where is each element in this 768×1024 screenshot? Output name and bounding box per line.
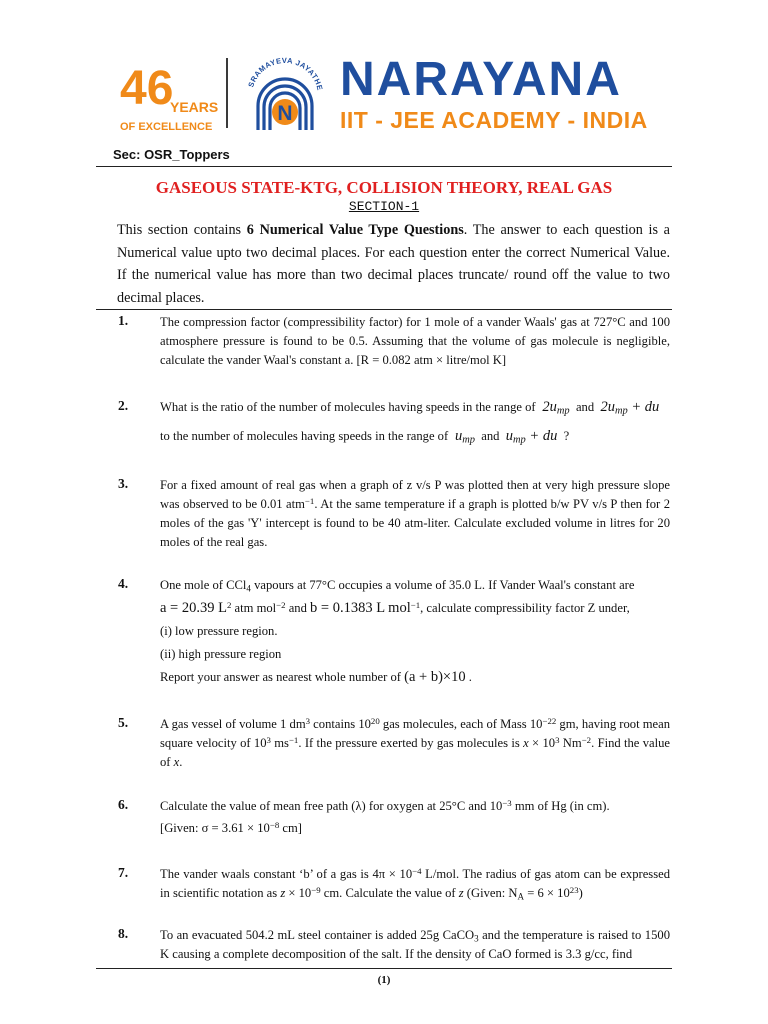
- svg-text:OF EXCELLENCE: OF EXCELLENCE: [120, 121, 213, 132]
- svg-text:SRAMAYEVA JAYATHE: SRAMAYEVA JAYATHE: [246, 55, 325, 92]
- question-4-line-5: Report your answer as nearest whole number of (a + b)×10 .: [160, 669, 472, 685]
- header-rule: [96, 166, 672, 167]
- question-8-text: To an evacuated 504.2 mL steel container is added 25g CaCO$_3$ and the temperature is raised to 1500 K causing a complete decomposition of the salt. If the density of CaO formed is 3.3 g/cc, find: [160, 928, 670, 961]
- question-5-text: A gas vessel of volume 1 $dm^3$ contains $10^{20}$ gas molecules, each of Mass $10^{-22}$ gm, having root mean square velocity of $10^3$ $ms^{-1}$. If the pressure exerted by gas molecules is $x \times 10^3$ $Nm^{-2}$. Find the value of x.: [160, 716, 671, 769]
- anniversary-logo: [118, 60, 218, 132]
- question-number: 1.: [118, 313, 129, 328]
- question-6-line-1: Calculate the value of mean free path (λ) for oxygen at 25°C and $10^{-3}$ mm of Hg (in cm).: [160, 798, 610, 813]
- svg-text:N: N: [277, 102, 293, 125]
- page-number: (1): [377, 974, 391, 986]
- question-4-line-2: a = 20.39 $L^2$ atm mol$^{-2}$ and b = 0.1383 L mol$^{-1}$, calculate compressibility factor Z under,: [160, 600, 630, 616]
- svg-text:46: 46: [120, 62, 174, 115]
- question-number: 7.: [118, 865, 129, 880]
- question-3-text: For a fixed amount of real gas when a graph of z v/s P was plotted then at very high pressure slope was observed to be 0.01 atm$^{-1}$. At the same temperature if a graph is plotted b/w PV v/s P then for 2 moles of the gas 'Y' intercept is found to be 40 atm-liter. Calculate excluded volume in litres for 20 moles of the real gas.: [160, 478, 670, 549]
- section-label: SECTION-1: [348, 199, 420, 214]
- question-2-line-1: What is the ratio of the number of molecules having speeds in the range of $2u_{mp}$ and $2u_{mp}$ + du: [160, 399, 660, 417]
- footer-rule: [96, 968, 672, 969]
- question-7-text: The vander waals constant ‘b’ of a gas is $4\pi \times 10^{-4}$ L/mol. The radius of gas atom can be expressed in scientific notation as $z \times 10^{-9}$ cm. Calculate the value of z (Given: $N_A = 6 \times 10^{23}$): [160, 866, 670, 902]
- question-1-text: The compression factor (compressibility factor) for 1 mole of a vander Waals' gas at 727°C and 100 atmosphere pressure is found to be 0.5. Assuming that the volume of gas molecule is negligible, calculate the vander Waal's constant a. [R = 0.082 atm × litre/mol K]: [160, 315, 670, 367]
- question-6-line-2: [Given: $\sigma = 3.61 \times 10^{-8}$ cm]: [160, 820, 302, 835]
- brand-name: NARAYANA: [340, 53, 622, 106]
- question-number: 5.: [118, 715, 129, 730]
- narayana-emblem: [240, 50, 330, 136]
- question-number: 4.: [118, 576, 129, 591]
- svg-text:YEARS: YEARS: [170, 99, 218, 115]
- question-4-line-4: (ii) high pressure region: [160, 647, 282, 661]
- document-title: GASEOUS STATE-KTG, COLLISION THEORY, REAL GAS: [155, 178, 613, 197]
- brand-subtitle: IIT - JEE ACADEMY - INDIA: [340, 107, 648, 133]
- question-4-line-1: One mole of CCl$_4$ vapours at 77°C occupies a volume of 35.0 L. If Vander Waal's constant are: [160, 578, 635, 594]
- question-4-line-3: (i) low pressure region.: [160, 624, 278, 638]
- question-number: 2.: [118, 398, 129, 413]
- question-2-line-2: to the number of molecules having speeds in the range of $u_{mp}$ and $u_{mp}$ + du ?: [160, 428, 570, 446]
- header-divider: [226, 58, 228, 128]
- question-number: 8.: [118, 926, 129, 941]
- instructions-paragraph: This section contains 6 Numerical Value Type Questions. The answer to each question is a Numerical value upto two decimal places. For each question enter the correct Numerical Value. If the numerical value has more than two decimal places truncate/ round off the value to two decimal places.: [117, 222, 670, 307]
- instructions-rule: [96, 309, 672, 310]
- anniversary-46-icon: [118, 60, 218, 132]
- question-number: 6.: [118, 797, 129, 812]
- section-code: Sec: OSR_Toppers: [113, 147, 230, 162]
- question-number: 3.: [118, 476, 129, 491]
- narayana-emblem-icon: [240, 50, 330, 136]
